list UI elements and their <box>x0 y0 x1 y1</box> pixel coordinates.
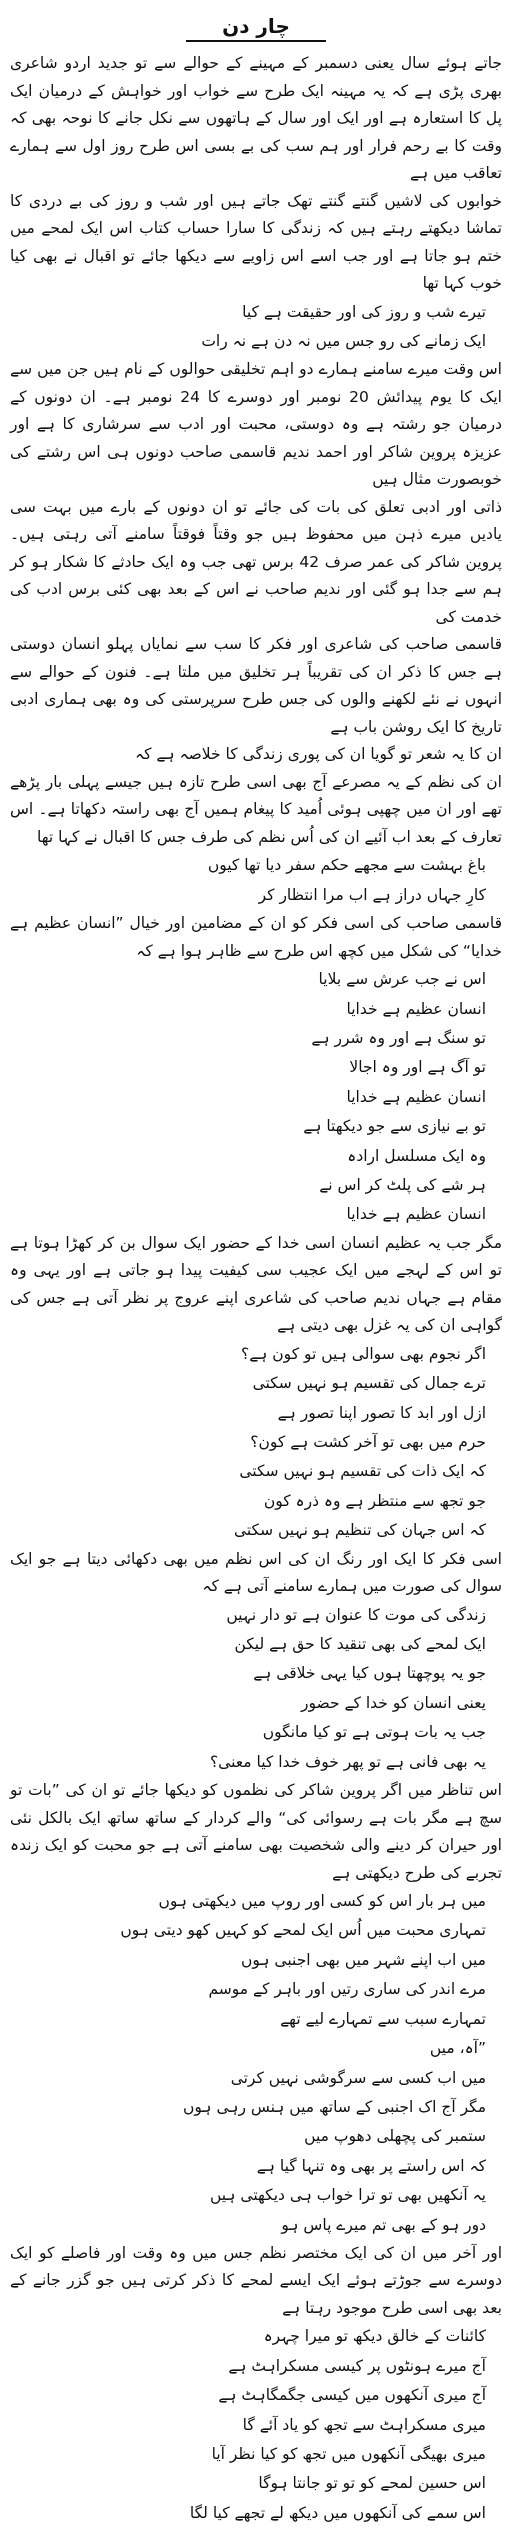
paragraph: قاسمی صاحب کی شاعری اور فکر کا سب سے نمایاں پہلو انسان دوستی ہے جس کا ذکر ان کی تقریباً ہر تخلیق میں ملتا ہے۔ فنون کے حوالے سے انہوں نے نئے لکھنے والوں کی جس طرح سرپرستی کی وہ بھی ہماری ادبی تاریخ کا ایک روشن باب ہے <box>10 635 502 736</box>
paragraph: اور آخر میں ان کی ایک مختصر نظم جس میں وہ وقت اور فاصلے کو ایک دوسرے سے جوڑتے ہوئے ایک ایسے لمحے کا ذکر کرتی ہیں جو گزر جانے کے بعد بھی اسی طرح موجود رہتا ہے <box>10 2243 502 2317</box>
nazm-line: وہ ایک مسلسل ارادہ <box>347 1146 486 1165</box>
parveen-line: دور ہو کے بھی تم میرے پاس ہو <box>281 2215 486 2234</box>
parveen-line: مرے اندر کی ساری رتیں اور باہر کے موسم <box>208 1980 486 1999</box>
question-line: جو یہ پوچھتا ہوں کیا یہی خلاقی ہے <box>253 1664 486 1683</box>
question-line: یہ بھی فانی ہے تو پھر خوف خدا کیا معنی؟ <box>209 1752 486 1771</box>
closing-line: میری مسکراہٹ سے تجھ کو یاد آئے گا <box>242 2415 486 2434</box>
parveen-line: کہ اس راستے پر بھی وہ تنہا گیا ہے <box>256 2156 486 2175</box>
nazm-line: انسان عظیم ہے خدایا <box>346 1087 486 1106</box>
question-line: ایک لمحے کی بھی تنقید کا حق ہے لیکن <box>234 1635 486 1654</box>
question-line: زندگی کی موت کا عنوان ہے تو دار نہیں <box>226 1605 486 1624</box>
ghazal-line: کہ ایک ذات کی تقسیم ہو نہیں سکتی <box>239 1462 486 1481</box>
question-line: یعنی انسان کو خدا کے حضور <box>301 1693 486 1712</box>
closing-line: آج میرے ہونٹوں پر کیسی مسکراہٹ ہے <box>228 2356 486 2375</box>
ghazal-line: حرم میں بھی تو آخر کشت ہے کون؟ <box>250 1433 486 1451</box>
article-title: چار دن <box>222 14 290 38</box>
parveen-line: میں اب اپنے شہر میں بھی اجنبی ہوں <box>241 1950 486 1969</box>
question-line: جب یہ بات ہوتی ہے تو کیا مانگوں <box>262 1723 486 1742</box>
ghazal-line: ترے جمال کی تقسیم ہو نہیں سکتی <box>252 1374 486 1393</box>
parveen-line: تمہارے سبب سے تمہارے لیے تھے <box>280 2009 486 2028</box>
nazm-line: تو سنگ ہے اور وہ شرر ہے <box>311 1028 486 1047</box>
parveen-line: میں ہر بار اس کو کسی اور روپ میں دیکھتی ہوں <box>158 1892 486 1911</box>
paragraph: ان کا یہ شعر تو گویا ان کی پوری زندگی کا خلاصہ ہے کہ <box>135 745 502 764</box>
paragraph: اس وقت میرے سامنے ہمارے دو اہم تخلیقی حوالوں کے نام ہیں جن میں سے ایک کا یوم پیدائش 20 نومبر اور دوسرے کا 24 نومبر ہے۔ ان دونوں کے درمیان جو رشتہ ہے وہ دوستی، محبت اور ادب سے سرشاری کا ہے اور عزیزہ پروین شاکر اور احمد ندیم قاسمی صاحب دونوں ہی اس رشتے کی خوبصورت مثال ہیں <box>10 360 502 489</box>
parveen-line: میں اب کسی سے سرگوشی نہیں کرتی <box>230 2068 486 2087</box>
iqbal-verse: باغ بہشت سے مجھے حکم سفر دیا تھا کیوں <box>207 856 486 875</box>
closing-line: کائنات کے خالق دیکھ تو میرا چہرہ <box>263 2327 486 2346</box>
ghazal-line: جو تجھ سے منتظر ہے وہ ذرہ کون <box>263 1491 486 1510</box>
parveen-line: تمہاری محبت میں اُس ایک لمحے کو کہیں کھو دیتی ہوں <box>120 1921 486 1940</box>
nazm-line: انسان عظیم ہے خدایا <box>346 999 486 1018</box>
paragraph: خوابوں کی لاشیں گنتے گنتے تھک جاتے ہیں اور شب و روز کی بے دردی کا تماشا دیکھتے رہتے ہیں کہ زندگی کا سارا حساب کتاب اس ایک لمحے میں ختم ہو جاتا ہے اور جب اسے اس زاویے سے دیکھا جائے تو اقبال نے بھی کیا خوب کہا تھا <box>10 191 502 292</box>
parveen-line: ستمبر کی پچھلی دھوپ میں <box>304 2127 486 2146</box>
closing-line: اس حسین لمحے کو تو تو جانتا ہوگا <box>258 2474 486 2493</box>
nazm-line: تو بے نیازی سے جو دیکھتا ہے <box>303 1117 486 1136</box>
paragraph: ذاتی اور ادبی تعلق کی بات کی جائے تو ان دونوں کے بارے میں بہت سی یادیں میرے ذہن میں محفوظ ہیں جو وقتاً فوقتاً سامنے آتی رہتی ہیں۔ پروین شاکر کی عمر صرف 42 برس تھی جب وہ ایک حادثے کا شکار ہو کر ہم سے جدا ہو گئی اور ندیم صاحب نے اس کے بعد بھی کئی برس ادب کی خدمت کی <box>10 497 502 626</box>
nazm-line: تو آگ ہے اور وہ اجالا <box>349 1058 486 1077</box>
paragraph: اس تناظر میں اگر پروین شاکر کی نظموں کو دیکھا جائے تو ان کی ”بات تو سچ ہے مگر بات ہے رسوائی کی“ والے کردار کے ساتھ ساتھ ایک بالکل نئی اور حیران کر دینے والی شخصیت بھی سامنے آتی ہے جو محبت کو ایک زندہ تجربے کی طرح دیکھتی ہے <box>10 1781 502 1882</box>
nazm-line: اس نے جب عرش سے بلایا <box>318 970 486 989</box>
paragraph: مگر جب یہ عظیم انسان اسی خدا کے حضور ایک سوال بن کر کھڑا ہوتا ہے تو اس کے لہجے میں ایک عجیب سی کیفیت پیدا ہو جاتی ہے اور یہی وہ مقام ہے جہاں ندیم صاحب کی شاعری اپنے عروج پر نظر آتی ہے جس کی گواہی ان کی یہ غزل بھی دیتی ہے <box>10 1233 502 1335</box>
paragraph: اسی فکر کا ایک اور رنگ ان کی اس نظم میں بھی دکھائی دیتا ہے جو ایک سوال کی صورت میں ہمارے سامنے آتی ہے کہ <box>10 1549 502 1596</box>
closing-line: اس سمے کی آنکھوں میں دیکھ لے تجھے کیا لگا <box>189 2503 486 2522</box>
closing-line: آج میری آنکھوں میں کیسی جگمگاہٹ ہے <box>218 2386 486 2405</box>
paragraph: ان کی نظم کے یہ مصرعے آج بھی اسی طرح تازہ ہیں جیسے پہلی بار پڑھے تھے اور ان میں چھپی ہوئی اُمید کا پیغام ہمیں آج بھی راستہ دکھاتا ہے۔ اس تعارف کے بعد اب آئیے ان کی اُس نظم کی طرف جس کا اقبال نے کہا تھا <box>10 772 502 846</box>
closing-line: میری بھیگی آنکھوں میں تجھ کو کیا نظر آیا <box>211 2445 486 2464</box>
paragraph: قاسمی صاحب کی اسی فکر کو ان کے مضامین اور خیال ”انسان عظیم ہے خدایا“ کی شکل میں کچھ اس طرح سے ظاہر ہوا ہے کہ <box>10 914 502 960</box>
iqbal-verse: کارِ جہاں دراز ہے اب مرا انتظار کر <box>258 885 486 904</box>
ghazal-line: کہ اس جہان کی تنظیم ہو نہیں سکتی <box>233 1521 486 1540</box>
ghazal-line: ازل اور ابد کا تصور اپنا تصور ہے <box>277 1403 486 1422</box>
nazm-line: انسان عظیم ہے خدایا <box>346 1205 486 1224</box>
parveen-line: یہ آنکھیں بھی تو ترا خواب ہی دیکھتی ہیں <box>209 2186 486 2205</box>
paragraph: جاتے ہوئے سال یعنی دسمبر کے مہینے کے حوالے سے تو جدید اردو شاعری بھری پڑی ہے کہ یہ مہینہ ایک طرح سے خواب اور خواہش کے درمیان ایک پل کا استعارہ ہے اور ایک اور سال کے ہاتھوں سے نکل جانے کا نوحہ بھی کہ وقت کا بے رحم فرار اور ہم سب کی بے بسی اس طرح روز اول سے ہمارے تعاقب میں ہے <box>10 54 502 182</box>
ghazal-line: اگر نجوم بھی سوالی ہیں تو کون ہے؟ <box>240 1344 486 1363</box>
nazm-line: ہر شے کی پلٹ کر اس نے <box>319 1175 486 1194</box>
verse-line: ایک زمانے کی رو جس میں نہ دن ہے نہ رات <box>201 331 486 350</box>
parveen-line: مگر آج اک اجنبی کے ساتھ میں ہنس رہی ہوں <box>183 2097 486 2116</box>
parveen-line: ”آہ، میں <box>429 2039 486 2058</box>
verse-line: تیرے شب و روز کی اور حقیقت ہے کیا <box>242 302 486 321</box>
title-underline <box>186 40 326 42</box>
